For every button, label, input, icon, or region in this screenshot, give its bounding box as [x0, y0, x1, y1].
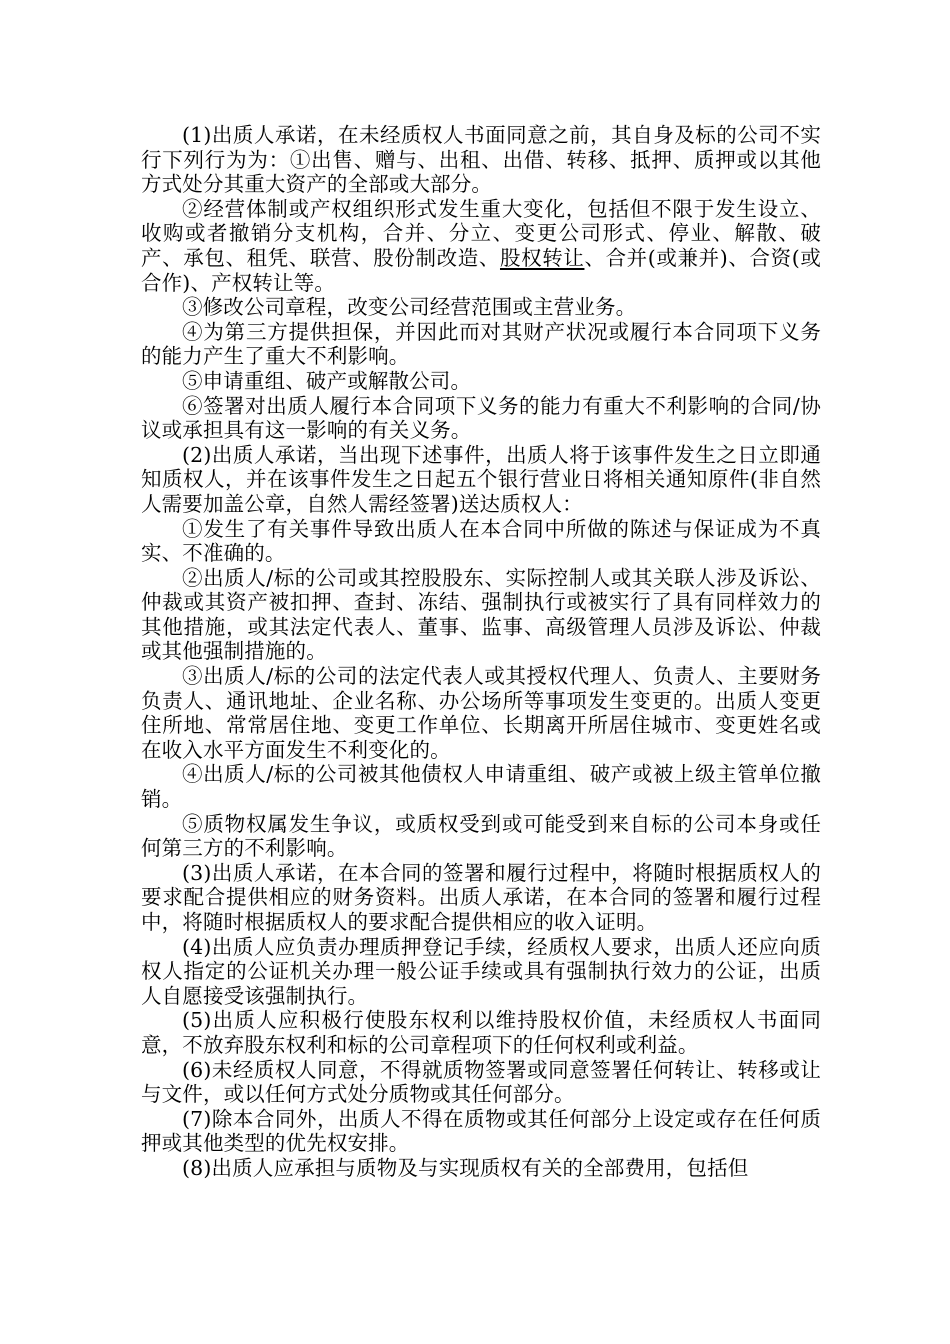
paragraph-12: ⑤质物权属发生争议，或质权受到或可能受到来自标的公司本身或任何第三方的不利影响。 — [141, 811, 821, 861]
paragraph-15: (5)出质人应积极行使股东权利以维持股权价值，未经质权人书面同意，不放弃股东权利和标的公司章程项下的任何权利或利益。 — [141, 1008, 821, 1057]
paragraph-3: ③修改公司章程，改变公司经营范围或主营业务。 — [182, 295, 637, 320]
paragraph-17: (7)除本合同外，出质人不得在质物或其任何部分上设定或存在任何质押或其他类型的优先权安排。 — [141, 1106, 821, 1156]
paragraph-11: ④出质人/标的公司被其他债权人申请重组、破产或被上级主管单位撤销。 — [141, 762, 821, 812]
paragraph-4: ④为第三方提供担保，并因此而对其财产状况或履行本合同项下义务的能力产生了重大不利影响。 — [141, 319, 821, 369]
equity-transfer-link[interactable]: 股权转让 — [499, 245, 585, 270]
paragraph-5: ⑤申请重组、破产或解散公司。 — [182, 368, 472, 393]
paragraph-18: (8)出质人应承担与质物及与实现质权有关的全部费用，包括但 — [182, 1155, 749, 1180]
paragraph-13: (3)出质人承诺，在本合同的签署和履行过程中，将随时根据质权人的要求配合提供相应的财务资料。出质人承诺，在本合同的签署和履行过程中，将随时根据质权人的要求配合提供相应的收入证明。 — [141, 860, 821, 934]
paragraph-9: ②出质人/标的公司或其控股股东、实际控制人或其关联人涉及诉讼、仲裁或其资产被扣押、查封、冻结、强制执行或被实行了具有同样效力的其他措施，或其法定代表人、董事、监事、高级管理人员涉及诉讼、仲裁或其他强制措施的。 — [141, 565, 821, 664]
paragraph-14: (4)出质人应负责办理质押登记手续，经质权人要求，出质人还应向质权人指定的公证机关办理一般公证手续或具有强制执行效力的公证，出质人自愿接受该强制执行。 — [141, 934, 821, 1008]
paragraph-2 — [141, 197, 821, 295]
paragraph-10: ③出质人/标的公司的法定代表人或其授权代理人、负责人、主要财务负责人、通讯地址、企业名称、办公场所等事项发生变更的。出质人变更住所地、常常居住地、变更工作单位、长期离开所居住城市、变更姓名或在收入水平方面发生不利变化的。 — [141, 664, 821, 762]
paragraph-1: (1)出质人承诺，在未经质权人书面同意之前，其自身及标的公司不实行下列行为为：①出售、赠与、出租、出借、转移、抵押、质押或以其他方式处分其重大资产的全部或大部分。 — [141, 123, 821, 197]
paragraph-7: (2)出质人承诺，当出现下述事件，出质人将于该事件发生之日立即通知质权人，并在该事件发生之日起五个银行营业日将相关通知原件(非自然人需要加盖公章，自然人需经签署)送达质权人： — [141, 442, 821, 516]
paragraph-2-text-a: ②经营体制或产权组织形式发生重大变化，包括但不限于发生设立、收购或者撤销分支机构，合并、分立、变更公司形式、停业、解散、破产、承包、租凭、联营、股份制改造、 — [141, 196, 821, 270]
paragraph-2-text-b: 、合并(或兼并)、合资(或合作)、产权转让等。 — [141, 245, 821, 295]
paragraph-8: ①发生了有关事件导致出质人在本合同中所做的陈述与保证成为不真实、不准确的。 — [141, 516, 821, 566]
paragraph-16: (6)未经质权人同意，不得就质物签署或同意签署任何转让、转移或让与文件，或以任何方式处分质物或其任何部分。 — [141, 1057, 821, 1107]
paragraph-6: ⑥签署对出质人履行本合同项下义务的能力有重大不利影响的合同/协议或承担具有这一影响的有关义务。 — [141, 393, 821, 443]
document-body — [141, 123, 821, 1181]
